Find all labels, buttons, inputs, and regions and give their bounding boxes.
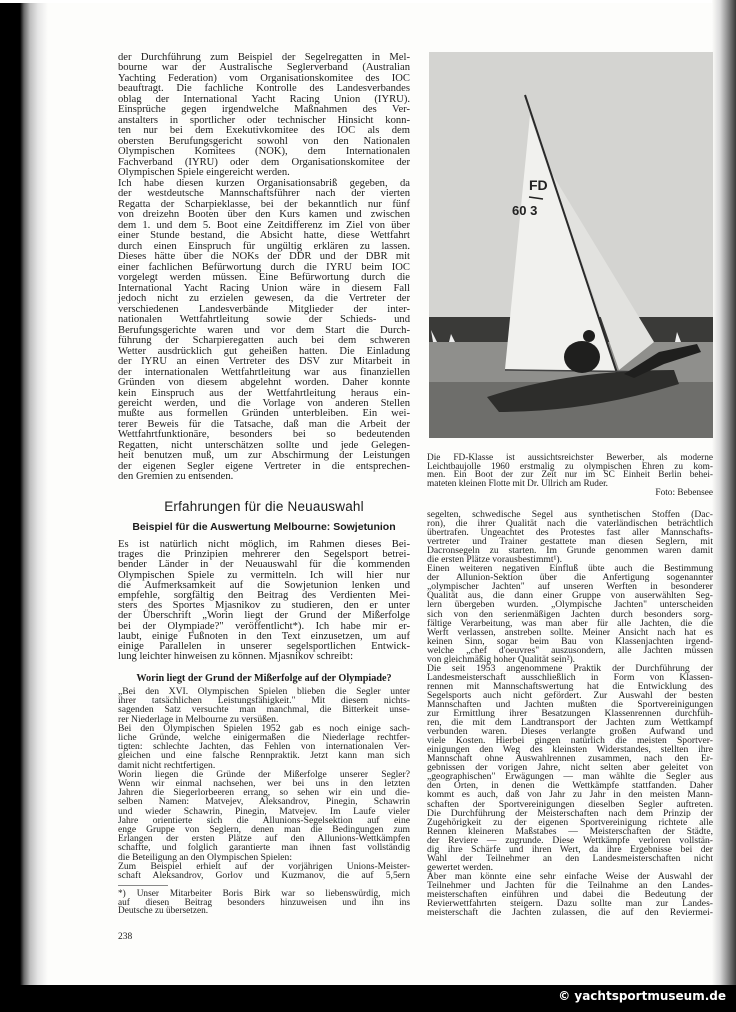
text-line: Werft verlassen, anstreben sollte. Meiner Ansicht nach hat es bbox=[427, 626, 713, 638]
photo-credit: Foto: Bebensee bbox=[655, 488, 713, 498]
text-line: Jahre orientierte sich die Allunions-Segelsektion auf eine bbox=[118, 814, 410, 826]
text-line: segelten, schwedische Segel aus synthetischen Stoffen (Dac- bbox=[427, 509, 713, 520]
text-line: Qualität aus, die dann einer Gruppe von auserwählten Seg- bbox=[427, 590, 713, 602]
text-line: der westdeutsche Mannschaftsführer nach der vierten bbox=[118, 188, 410, 200]
text-line: Die Durchführung der Meisterschaften nach dem Prinzip der bbox=[427, 807, 713, 819]
paragraph bbox=[118, 687, 410, 724]
text-line: Wetter ausdrücklich gut geheißen hatten. Die Einladung bbox=[118, 345, 410, 357]
scan-left-edge bbox=[0, 0, 48, 1012]
page-gutter-shadow bbox=[712, 0, 736, 1012]
sailing-dinghy-photo bbox=[429, 52, 713, 438]
text-line: meisterschaft die Jachten zulassen, die auf den Reviermei- bbox=[427, 907, 713, 919]
text-line: Deutsche zu übersetzen. bbox=[118, 906, 209, 917]
text-line: *) Unser Mitarbeiter Boris Birk war so liebenswürdig, mich bbox=[118, 889, 410, 899]
sail-number-label: 60 3 bbox=[512, 203, 538, 218]
text-line: ten nur bei dem Exekutivkomitee des IOC als dem bbox=[118, 125, 410, 137]
text-line: vertreter und Trainer gestattete man diesen Seglern, mit bbox=[427, 536, 713, 548]
text-line: International Yacht Racing Union wäre in diesem Fall bbox=[118, 282, 410, 294]
text-line: Die FD-Klasse ist aussichtsreichster Bewerber, als moderne bbox=[427, 453, 713, 463]
text-line: kein Einspruch aus der Wettfahrtleitung heraus ein- bbox=[118, 387, 410, 399]
text-line: trages die Prinzipien mehrerer den Segelsport betrei- bbox=[118, 549, 410, 561]
text-line: keinen Sinn, sogar beim Bau von Klassenjachten irgend- bbox=[427, 635, 713, 647]
scan-top-edge bbox=[0, 0, 736, 3]
text-line: „geographischen" Erwägungen — man wählte die Segler aus bbox=[427, 771, 713, 783]
text-line: Olympischen Spiele zu vermitteln. Ich will hier nur bbox=[118, 569, 410, 581]
text-line: Zum Beispiel erhielt auf der vorjährigen Unions-Meister- bbox=[118, 860, 410, 872]
text-line: einer Stunde bestand, die Absicht hatte, diese Wettfahrt bbox=[118, 230, 410, 242]
text-line: gleichen und eine falsche Rennpraktik. Jetzt kann man sich bbox=[118, 750, 410, 762]
footnote-rule bbox=[118, 885, 168, 886]
text-line: dig ihre Schärfe und ihren Wert, da ihre Ergebnisse bei der bbox=[427, 843, 713, 855]
section-subheading: Beispiel für die Auswertung Melbourne: Sowjetunion bbox=[132, 521, 396, 533]
right-column-text bbox=[427, 510, 713, 917]
text-line: Regatten, nicht unterschätzen sollte und jede Gelegen- bbox=[118, 439, 410, 451]
text-line: laubt, einige Fußnoten in den Text einzusetzen, um auf bbox=[118, 630, 410, 642]
text-line: schaffte, und folglich garantierte man ihnen fast vollständig bbox=[118, 842, 410, 854]
text-line: lern übergeben wurden. „Olympische Jachten" unterscheiden bbox=[427, 599, 713, 611]
text-line: heit benutzen muß, um zur Abschirmung der Leistungen bbox=[118, 450, 410, 462]
text-line: Einsprüche gegen irgendwelche Maßnahmen des Ver- bbox=[118, 104, 410, 116]
text-line: verbunden waren. Dieses verlangte großen Aufwand und bbox=[427, 726, 713, 738]
text-line: sters des Sportes Mjasnikov zu studieren, den er unter bbox=[118, 600, 410, 612]
text-line: einer fachlichen Befürwortung durch die IYRU beim IOC bbox=[118, 261, 410, 273]
text-line: mateten kleinen Flotte mit Dr. Ullrich am Ruder. bbox=[427, 479, 608, 490]
text-line: nationalen Wettfahrtleitung sowie der Schieds- und bbox=[118, 314, 410, 326]
text-line: terer Beweis für die Tatsache, daß man die Arbeit der bbox=[118, 418, 410, 430]
text-line: Aber man könnte eine sehr einfache Weise der Auswahl der bbox=[427, 870, 713, 882]
text-line: schaften der Sportvereinigungen dieselben Segler auftreten. bbox=[427, 798, 713, 810]
text-line: Regatta der Scharpieklasse, bei der bekanntlich nur fünf bbox=[118, 198, 410, 210]
text-line: Landesmeisterschaft ausschließlich in Form von Klassen- bbox=[427, 671, 713, 683]
text-line: ron), die ihrer Qualität nach die vaterländischen beträchtlich bbox=[427, 518, 713, 530]
text-line: der eigenen Segler eigene Vertreter in die entsprechen- bbox=[118, 460, 410, 472]
text-line: Yachting Federation) vom Organisationskomitee des IOC bbox=[118, 72, 410, 84]
text-line: Leichtbaujolle 1960 erstmalig zu olympischen Ehren zu kom- bbox=[427, 461, 713, 472]
text-line: liche Gründe, welche einigermaßen die Niederlage rechtfer- bbox=[118, 732, 410, 744]
text-line: Wettfahrtfunktionäre, besonders bei so bedeutenden bbox=[118, 429, 410, 441]
text-line: Berufungsgerichte waren und vor dem Start die Durch- bbox=[118, 324, 410, 336]
text-line: viele Kosten. Hierbei gingen natürlich die meisten Sportver- bbox=[427, 735, 713, 747]
text-line: Mannschaften und Jachten mußten die Sportvereinigungen bbox=[427, 698, 713, 710]
text-line: gewertet werden. bbox=[427, 861, 494, 873]
text-line: oblag der International Yacht Racing Union (IYRU). bbox=[118, 93, 410, 105]
text-line: einigungen den Weg des kleinsten Widerstandes, stellten ihre bbox=[427, 744, 713, 756]
paragraph bbox=[118, 770, 410, 862]
text-line: Wahl der Teilnehmer an den Landesmeisterschaften nicht bbox=[427, 852, 713, 864]
text-line: der Reviere — zugrunde. Diese Wettkämpfe verloren vollstän- bbox=[427, 834, 713, 846]
intro-text bbox=[118, 53, 410, 483]
paragraph bbox=[118, 179, 410, 483]
paragraph bbox=[118, 540, 410, 662]
quote-title: Worin liegt der Grund der Mißerfolge auf der Olympiade? bbox=[136, 673, 392, 684]
text-line: rennen mit Mannschaftswertung hat die Entwicklung des bbox=[427, 680, 713, 692]
text-line: welche „chef d'oeuvres" auszusondern, alle Jachten müssen bbox=[427, 644, 713, 656]
text-line: führung der Scharpieregatten auch bei dem schweren bbox=[118, 335, 410, 347]
text-line: die Aufmerksamkeit auf die Sowjetunion lenken und bbox=[118, 579, 410, 591]
text-line: einige Parallelen in unserer segelsportlichen Entwick- bbox=[118, 641, 410, 653]
text-line: durch einen Einspruch für ungültig erklären zu lassen. bbox=[118, 240, 410, 252]
section-text bbox=[118, 540, 410, 662]
paragraph bbox=[427, 454, 713, 489]
text-line: lung leichter hinweisen zu können. Mjasnikov schreibt: bbox=[118, 651, 354, 663]
text-line: bourne war der Australische Seglerverband (Australian bbox=[118, 62, 410, 74]
watermark: © yachtsportmuseum.de bbox=[558, 989, 726, 1003]
text-line: Zugehörigkeit zu der eigenen Sportvereinigung richtete alle bbox=[427, 816, 713, 828]
text-line: obersten Berufungsgericht sowohl von den Nationalen bbox=[118, 135, 410, 147]
text-line: Erlangen der ersten Plätze auf den Allunions-Wettkämpfen bbox=[118, 833, 410, 845]
text-line: Fachverband (IYRU) oder dem Organisationskomitee der bbox=[118, 156, 410, 168]
text-line: der Allunion-Sektion über die Anfertigung sogenannter bbox=[427, 572, 713, 584]
paragraph bbox=[427, 664, 713, 872]
paragraph bbox=[427, 564, 713, 664]
text-line: Segelsports auch nicht gefördert. Zur Auswahl der besten bbox=[427, 689, 713, 701]
photo-caption bbox=[427, 454, 713, 489]
text-line: zur Ermittlung ihrer Besatzungen Klassenrennen durchfüh- bbox=[427, 708, 713, 720]
text-line: mußte aus formellen Gründen unterbleiben. Ein wei- bbox=[118, 408, 410, 420]
text-line: „olympischer Jachten" auf unseren Werften in besonderer bbox=[427, 581, 713, 593]
text-line: und wieder Schawrin, Pinegin, Matvejev. Im Laufe vieler bbox=[118, 805, 410, 817]
text-line: den Gremien zu entsenden. bbox=[118, 471, 234, 483]
text-line: sich von den serienmäßigen Jachten durch besonders sorg- bbox=[427, 608, 713, 620]
text-line: selben Namen: Matvejev, Aleksandrov, Pinegin, Schawrin bbox=[118, 796, 410, 808]
text-line: vorgelegt werden müssen. Eine Befürwortung durch die bbox=[118, 272, 410, 284]
text-line: empfehle, sorgfältig den Beitrag des Verdienten Mei- bbox=[118, 590, 410, 602]
text-line: Die seit 1953 angenommene Praktik der Durchführung der bbox=[427, 662, 713, 674]
text-line: beauftragt. Die fachliche Kontrolle des Landesverbandes bbox=[118, 83, 410, 95]
text-line: der internationalen Wettfahrtleitung war aus finanziellen bbox=[118, 366, 410, 378]
paragraph bbox=[118, 890, 410, 916]
text-line: fältige Verarbeitung, was man aber für alle Jachten, die die bbox=[427, 617, 713, 629]
text-line: Jahren die Siegerlorbeeren errang, so sehen wir ein und die- bbox=[118, 787, 410, 799]
text-line: gereicht werden, und die Vorlage von anderen Stellen bbox=[118, 397, 410, 409]
sail-class-label: FD bbox=[529, 177, 548, 193]
text-line: der IYRU an einen Vertreter des DSV zur Mitarbeit in bbox=[118, 356, 410, 368]
text-line: von dreizehn Booten über den Kurs kamen und zwischen bbox=[118, 209, 410, 221]
text-line: Mannschaft ohne Auswahlrennen zusammen, nach den Er- bbox=[427, 753, 713, 765]
text-line: Gründen von diesem abgelehnt worden. Daher konnte bbox=[118, 377, 410, 389]
paragraph bbox=[118, 53, 410, 179]
text-line: Ich habe diesen kurzen Organisationsabriß gegeben, da bbox=[118, 177, 410, 189]
text-line: men. Ein Boot der zur Zeit nur im SC Einheit Berlin behei- bbox=[427, 470, 713, 481]
text-line: bender Länder in der Neuauswahl für die kommenden bbox=[118, 559, 410, 571]
text-line: der Durchführung zum Beispiel der Segelregatten in Mel- bbox=[118, 52, 410, 63]
text-line: Dacronsegeln zu starten. Im Grunde genommen waren damit bbox=[427, 545, 713, 557]
page-number: 238 bbox=[118, 932, 133, 942]
text-line: sagenden Satz versuchte man manchmal, die Bitterkeit unse- bbox=[118, 704, 410, 716]
text-line: Worin liegen die Gründe der Mißerfolge unserer Segler? bbox=[118, 768, 410, 780]
text-line: anstalters in sportlicher oder technischer Hinsicht konn- bbox=[118, 114, 410, 126]
text-line: von gleichmäßig hoher Qualität sein²). bbox=[427, 653, 576, 665]
paragraph bbox=[427, 510, 713, 564]
text-line: meisterschaften einführen und dabei die Bedeutung der bbox=[427, 888, 713, 900]
text-line: gebnissen der vorigen Jahre, nicht selten aber geleitet von bbox=[427, 762, 713, 774]
text-line: „Bei den XVI. Olympischen Spielen blieben die Segler unter bbox=[118, 686, 410, 697]
quote-text bbox=[118, 687, 410, 880]
text-line: auf diesen Beitrag besonders hinzuweisen und ihn ins bbox=[118, 897, 410, 908]
text-line: bei der Olympiade?" veröffentlicht*). Ich habe mir er- bbox=[118, 620, 410, 632]
text-line: damit nicht rechtfertigen. bbox=[118, 759, 216, 771]
text-line: enge Gruppe von Seglern, denen man die Bedingungen zum bbox=[118, 824, 410, 836]
text-line: die ersten Plätze vorausbestimmt¹). bbox=[427, 554, 563, 566]
text-line: den Orten, in denen die Wettkämpfe stattfanden. Daher bbox=[427, 780, 713, 792]
text-line: Revierwettfahrten steigern. Dazu sollte man zur Landes- bbox=[427, 898, 713, 910]
text-line: der Überschrift „Worin liegt der Grund der Mißerfolge bbox=[118, 610, 410, 622]
text-line: schaft Aleksandrov, Gorlov und Kuzmanov, die auf 5,5ern bbox=[118, 870, 410, 882]
paragraph bbox=[118, 724, 410, 770]
text-line: dem 1. und dem 5. Boot eine Zeitdifferenz im Ziel von über bbox=[118, 219, 410, 231]
section-heading: Erfahrungen für die Neuauswahl bbox=[164, 499, 364, 514]
text-line: Bei den Olympischen Spielen 1952 gab es noch einige sach- bbox=[118, 722, 410, 734]
text-line: übertrafen. Ungeachtet des Protestes fast aller Mannschafts- bbox=[427, 527, 713, 539]
text-line: Es ist natürlich nicht möglich, im Rahmen dieses Bei- bbox=[118, 539, 410, 550]
text-line: ihrer tatsächlichen Leistungsfähigkeit." Mit diesem nichts- bbox=[118, 695, 410, 707]
text-line: Wenn wir einmal nachsehen, wer bei uns in den letzten bbox=[118, 778, 410, 790]
text-line: Olympischen Komitees (NOK), dem Internationalen bbox=[118, 146, 410, 158]
footnote bbox=[118, 890, 410, 916]
text-line: Dieses hätte über die NOKs der DDR und der DBR mit bbox=[118, 251, 410, 263]
paragraph bbox=[427, 872, 713, 917]
text-line: jedoch nicht zu erzielen gewesen, da die Vertreter der bbox=[118, 293, 410, 305]
text-line: Olympischen Spiele eingereicht werden. bbox=[118, 167, 290, 179]
text-line: verschiedenen Landesverbände Mitglieder der inter- bbox=[118, 303, 410, 315]
text-line: Rennen kleineren Maßstabes — Meisterschaften der Städte, bbox=[427, 825, 713, 837]
text-line: tigten: schlechte Jachten, das Fehlen von internationalen Ver- bbox=[118, 741, 410, 753]
text-line: ren, die mit dem Landtransport der Jachten zum Wettkampf bbox=[427, 717, 713, 729]
text-line: Teilnehmer und Jachten für die Teilnahme an den Landes- bbox=[427, 879, 713, 891]
text-line: die Beteiligung an den Olympischen Spielen: bbox=[118, 851, 292, 863]
text-line: Einen weiteren negativen Einfluß übte auch die Bestimmung bbox=[427, 563, 713, 575]
paragraph bbox=[118, 862, 410, 880]
text-line: rer Niederlage in Melbourne zu versüßen. bbox=[118, 713, 279, 725]
text-line: kommt es auch, daß von Jahr zu Jahr in den meisten Mann- bbox=[427, 789, 713, 801]
